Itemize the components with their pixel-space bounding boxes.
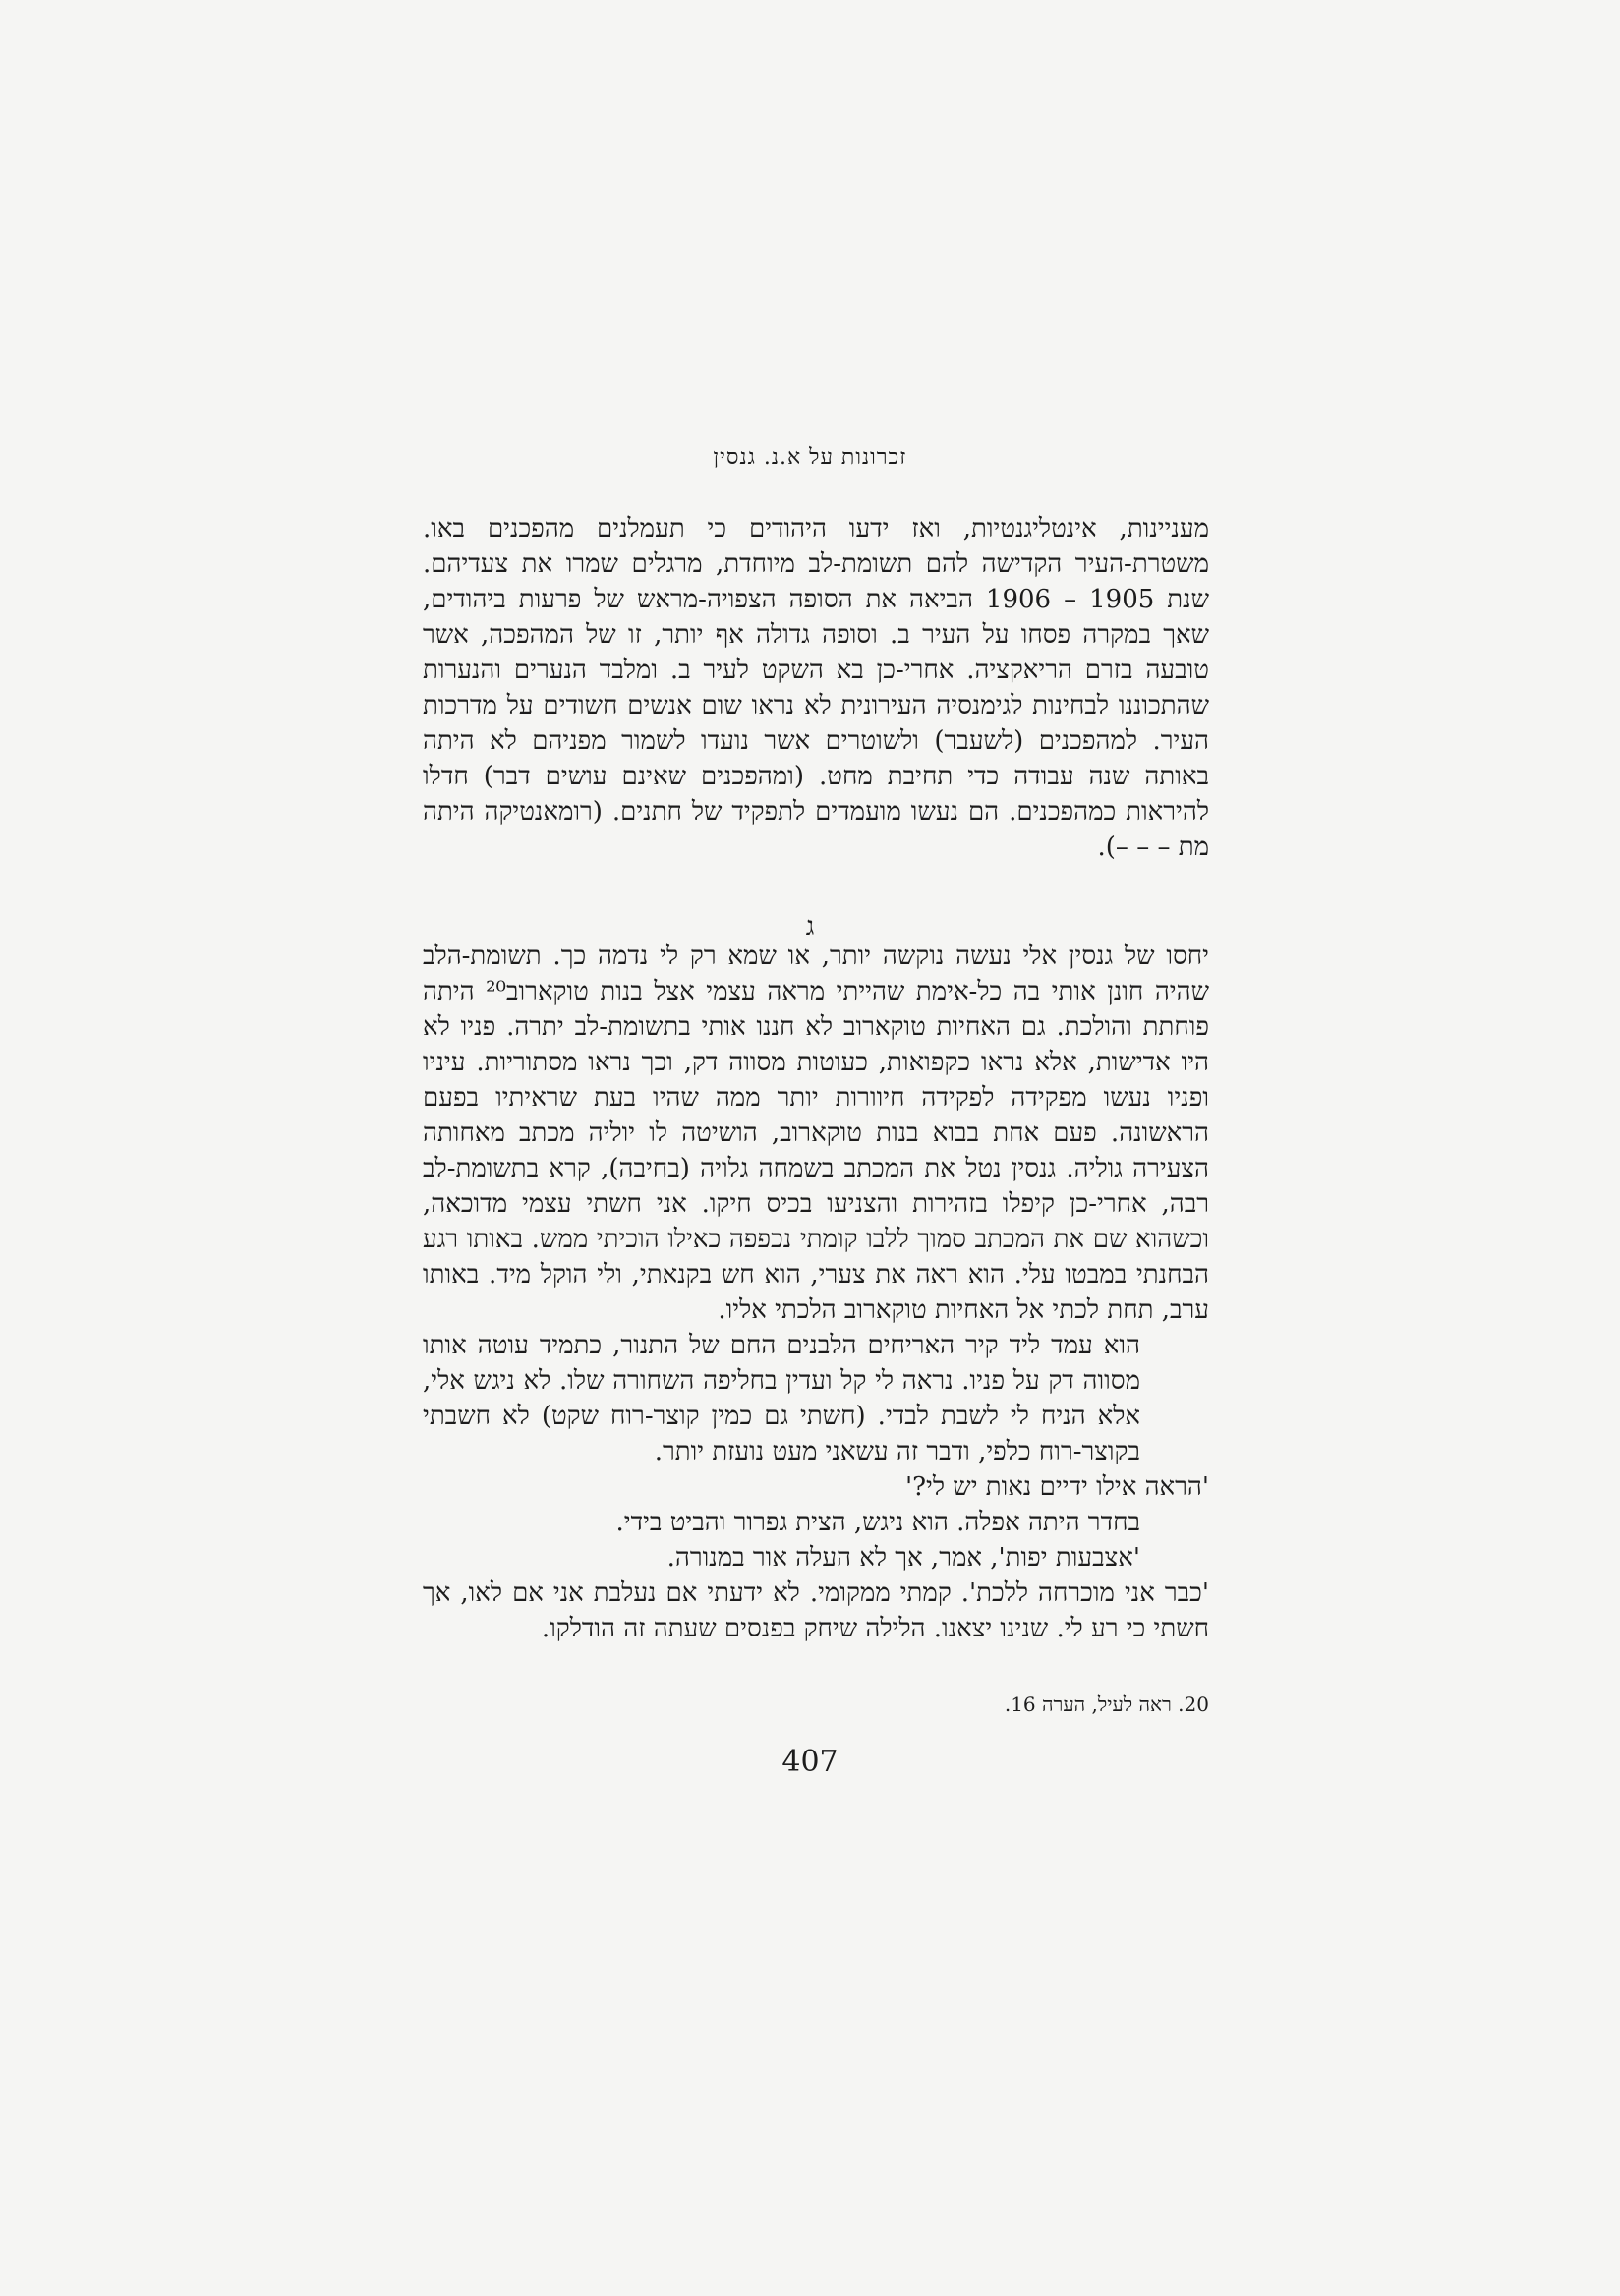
running-header: זכרונות על א.נ. גנסין [713,445,907,470]
paragraph: 'הראה אילו ידיים נאות יש לי?' [904,1472,1209,1502]
paragraph: יחסו של גנסין אלי נעשה נוקשה יותר, או שמא רק לי נדמה כך. תשומת-הלב שהיה חונן אותי בה כל-אימת שהייתי מראה עצמי אצל בנות טוקארוב²⁰ היתה פוחתת והולכת. גם האחיות טוקארוב לא חננו אותי בתשומת-לב יתרה. פניו לא היו אדישות, אלא נראו כקפואות, כעוטות מסווה דק, וכך נראו מסתוריות. עיניו ופניו נעשו מפקידה לפקידה חיוורות יותר ממה שהיו בעת שראיתיו בפעם הראשונה. פעם אחת בבוא בנות טוקארוב, הושיטה לו יוליה מכתב מאחותה הצעירה גוליה. גנסין נטל את המכתב בשמחה גלויה (בחיבה), קרא בתשומת-לב רבה, אחרי-כן קיפלו בזהירות והצניעו בכיס חיקו. אני חשתי עצמי מדוכאה, וכשהוא שם את המכתב סמוך ללבו קומתי נכפפה כאילו הוכיתי ממש. באותו רגע הבחנתי במבטו עלי. הוא ראה את צערי, הוא חש בקנאתי, ולי הוקל מיד. באותו ערב, תחת לכתי אל האחיות טוקארוב הלכתי אליו. [423,942,1209,1325]
text-block-bottom [423,939,1209,1646]
paragraph: מעניינות, אינטליגנטיות, ואז ידעו היהודים כי תעמלנים מהפכנים באו. משטרת-העיר הקדישה להם תשומת-לב מיוחדת, מרגלים שמרו את צעדיהם. שנת 1905 – 1906 הביאה את הסופה הצפויה-מראש של פרעות ביהודים, שאך במקרה פסחו על העיר ב. וסופה גדולה אף יותר, זו של המהפכה, אשר טובעה בזרם הריאקציה. אחרי-כן בא השקט לעיר ב. ומלבד הנערים והנערות שהתכוננו לבחינות לגימנסיה העירונית לא נראו שום אנשים חשודים על מדרכות העיר. למהפכנים (לשעבר) ולשוטרים אשר נועדו לשמור מפניהם לא היתה באותה שנה עבודה כדי תחיבת מחט. (ומהפכנים שאינם עושים דבר) חדלו להיראות כמהפכנים. הם נעשו מועמדים לתפקיד של חתנים. (רומאנטיקה היתה מת – – –). [423,514,1210,862]
paragraph: בחדר היתה אפלה. הוא ניגש, הצית גפרור והביט בידי. [615,1508,1140,1537]
footnote: 20. ראה לעיל, הערה 16. [1004,1693,1209,1716]
page-number: 407 [781,1745,839,1779]
paragraph: 'אצבעות יפות', אמר, אך לא העלה אור במנורה. [666,1543,1140,1573]
paragraph: 'כבר אני מוכרחה ללכת'. קמתי ממקומי. לא ידעתי אם נעלבת אני אם לאו, אך חשתי כי רע לי. שנינו יצאנו. הלילה שיחק בפנסים שעתה זה הודלקו. [423,1578,1209,1643]
section-letter: ג [805,912,815,942]
paragraph: הוא עמד ליד קיר האריחים הלבנים החם של התנור, כתמיד עוטה אותו מסווה דק על פניו. נראה לי קל ועדין בחליפה השחורה שלו. לא ניגש אלי, אלא הניח לי לשבת לבדי. (חשתי גם כמין קוצר-רוח שקט) לא חשבתי בקוצר-רוח כלפי, ודבר זה עשאני מעט נועזת יותר. [423,1331,1140,1466]
text-block-top [423,511,1209,865]
